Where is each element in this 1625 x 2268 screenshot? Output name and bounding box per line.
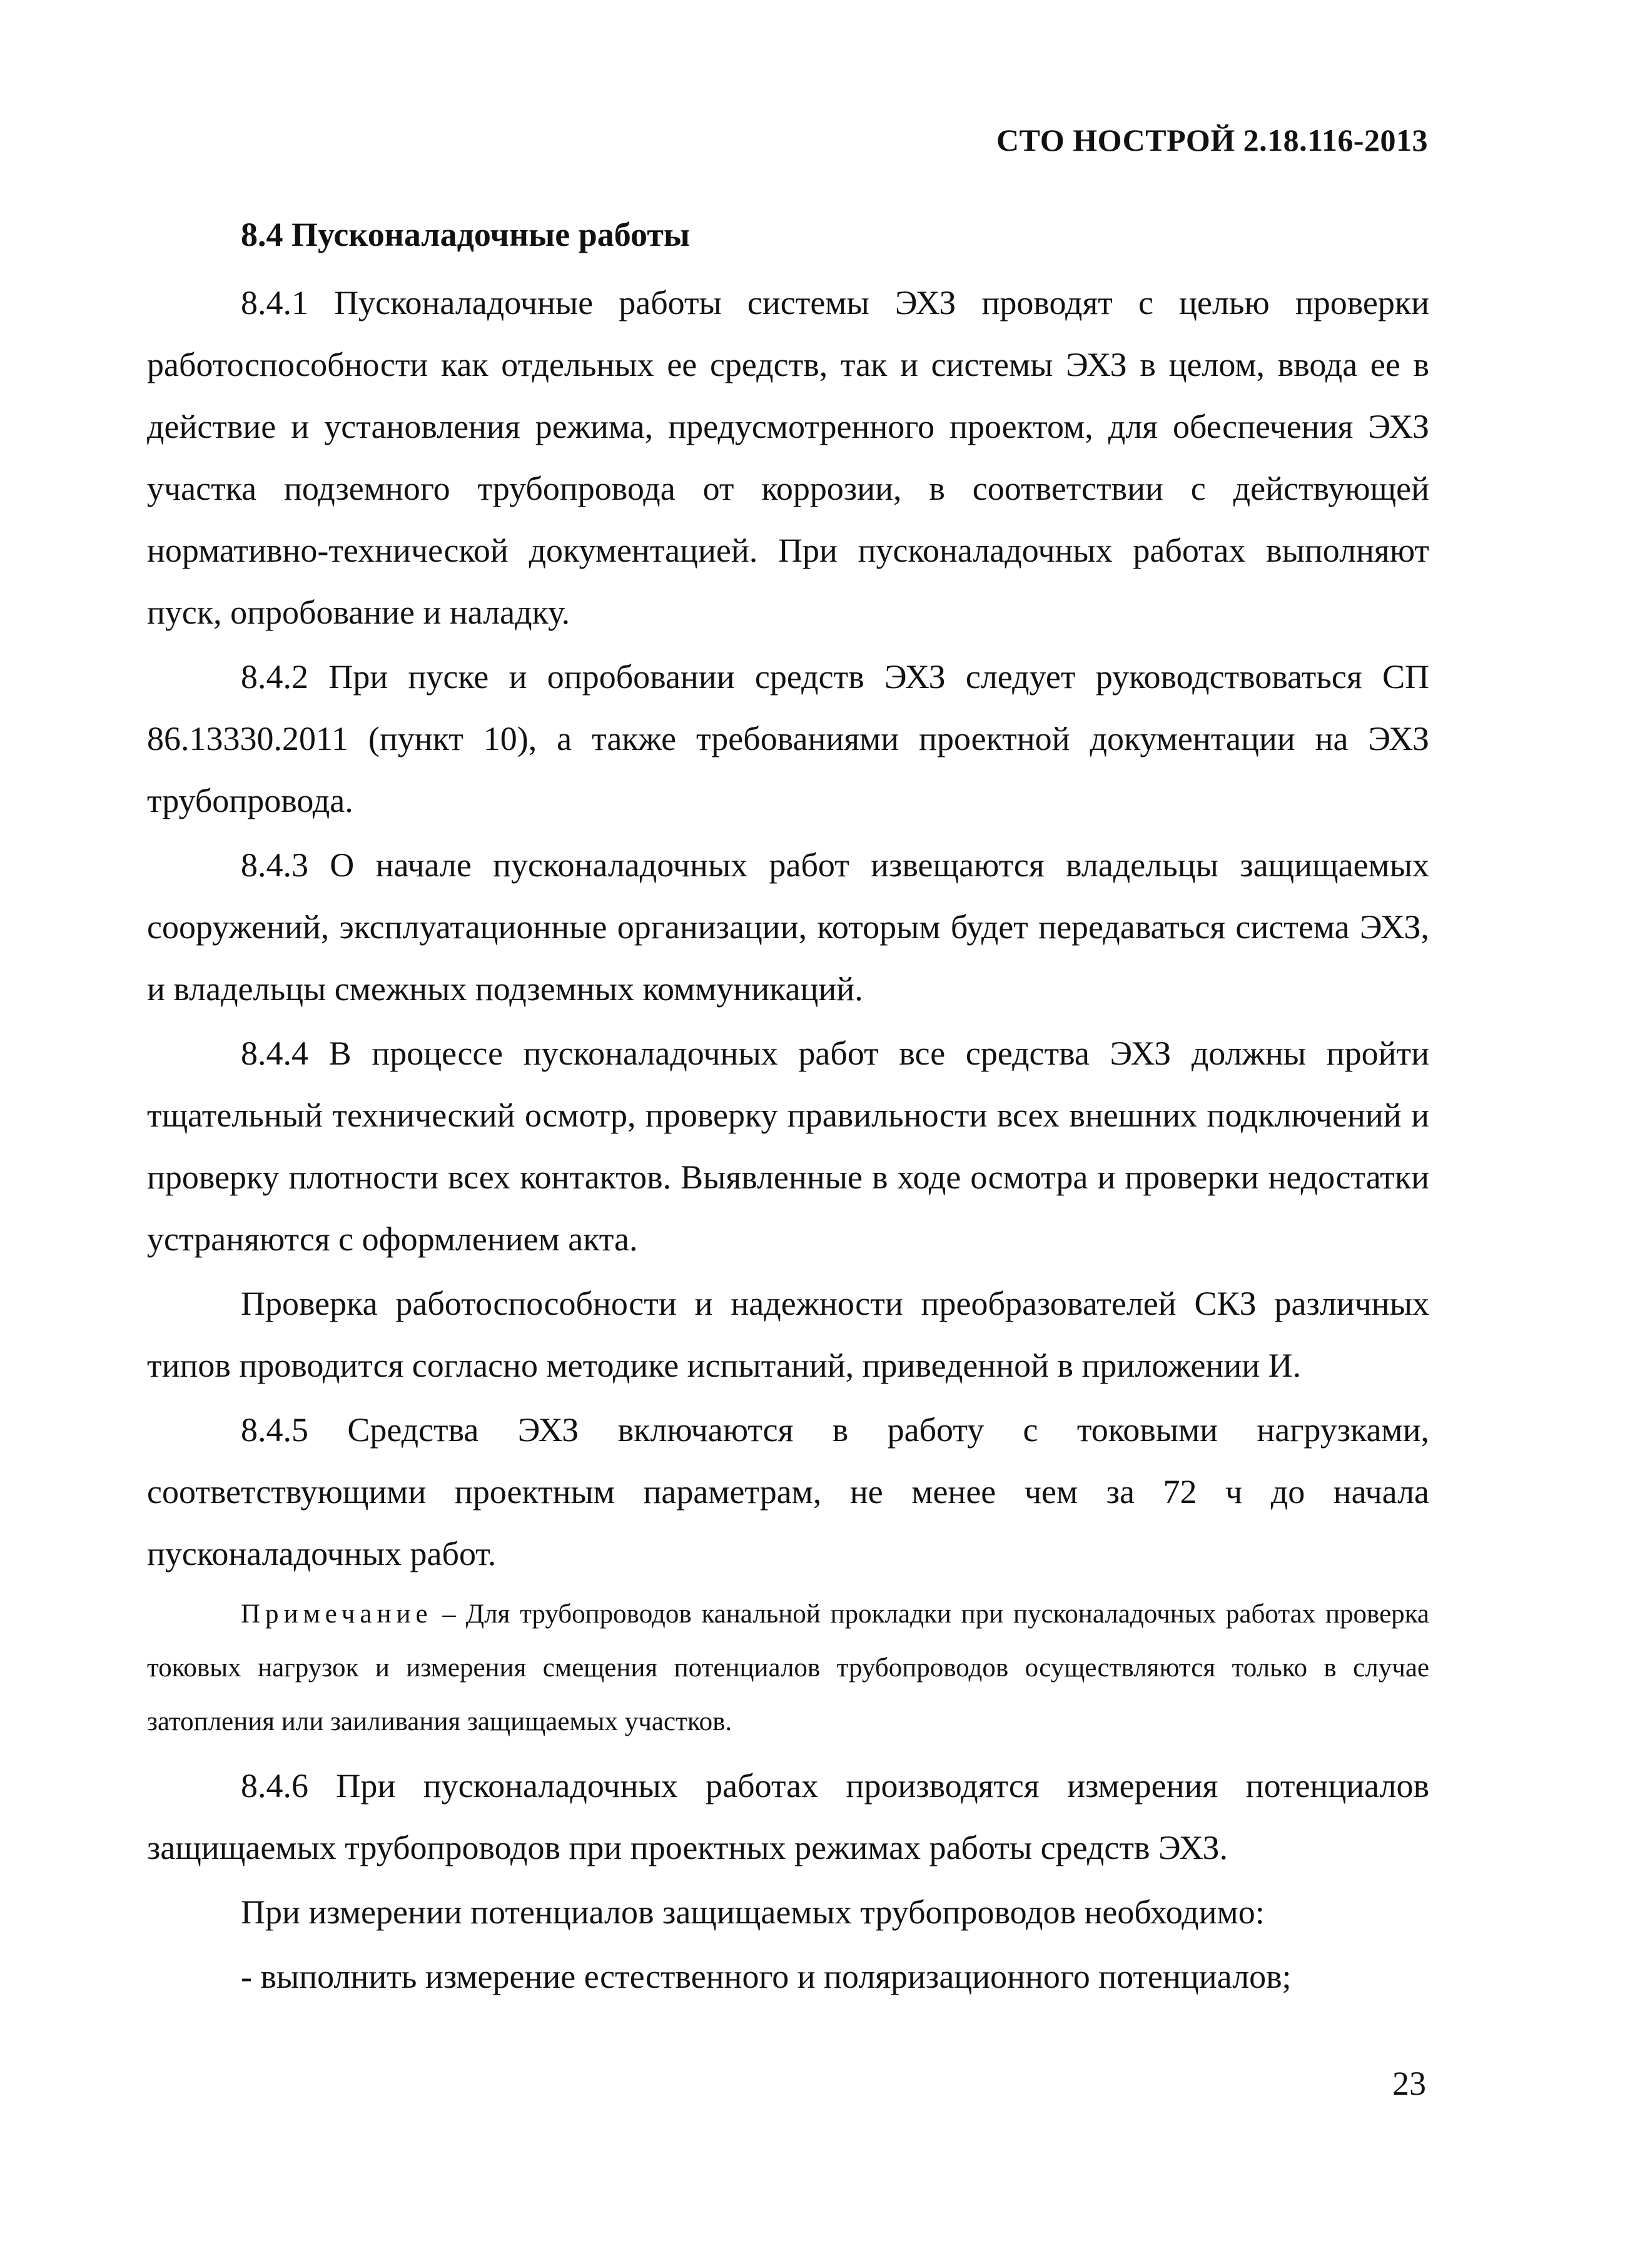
paragraph-8-4-3: 8.4.3 О начале пусконаладочных работ извещаются владельцы защищаемых сооружений, эксплуатационные организации, которым будет передаваться система ЭХЗ, и владельцы смежных подземных коммуникаций. bbox=[147, 846, 1429, 1008]
paragraph-converter-check: Проверка работоспособности и надежности преобразователей СКЗ различных типов проводится согласно методике испытаний, приведенной в приложении И. bbox=[147, 1285, 1429, 1384]
note-text: – Для трубопроводов канальной прокладки при пусконаладочных работах проверка токовых нагрузок и измерения смещения потенциалов трубопроводов осуществляются только в случае затопления или заиливания защищаемых участков. bbox=[147, 1599, 1429, 1736]
paragraph-8-4-2: 8.4.2 При пуске и опробовании средств ЭХЗ следует руководствоваться СП 86.13330.2011 (пункт 10), а также требованиями проектной документации на ЭХЗ трубопровода. bbox=[147, 658, 1429, 819]
note-label: Примечание bbox=[241, 1599, 433, 1629]
list-item-measure-potentials: - выполнить измерение естественного и поляризационного потенциалов; bbox=[241, 1958, 1292, 1995]
page-content bbox=[147, 203, 1429, 2010]
paragraph-8-4-4: 8.4.4 В процессе пусконаладочных работ все средства ЭХЗ должны пройти тщательный технический осмотр, проверку правильности всех внешних подключений и проверку плотности всех контактов. Выявленные в ходе осмотра и проверки недостатки устраняются с оформлением акта. bbox=[147, 1035, 1429, 1258]
note bbox=[147, 1587, 1429, 1749]
document-code-header: СТО НОСТРОЙ 2.18.116-2013 bbox=[996, 123, 1428, 158]
paragraph-measurement-intro: При измерении потенциалов защищаемых трубопроводов необходимо: bbox=[241, 1893, 1265, 1931]
paragraph-8-4-5: 8.4.5 Средства ЭХЗ включаются в работу с токовыми нагрузками, соответствующими проектным параметрам, не менее чем за 72 ч до начала пусконаладочных работ. bbox=[147, 1411, 1429, 1572]
page-number: 23 bbox=[1392, 2065, 1426, 2102]
section-title: 8.4 Пусконаладочные работы bbox=[241, 216, 691, 253]
paragraph-8-4-6: 8.4.6 При пусконаладочных работах производятся измерения потенциалов защищаемых трубопроводов при проектных режимах работы средств ЭХЗ. bbox=[147, 1767, 1429, 1866]
paragraph-8-4-1: 8.4.1 Пусконаладочные работы системы ЭХЗ проводят с целью проверки работоспособности как отдельных ее средств, так и системы ЭХЗ в целом, ввода ее в действие и установления режима, предусмотренного проектом, для обеспечения ЭХЗ участка подземного трубопровода от коррозии, в соответствии с действующей нормативно-технической документацией. При пусконаладочных работах выполняют пуск, опробование и наладку. bbox=[147, 284, 1429, 631]
